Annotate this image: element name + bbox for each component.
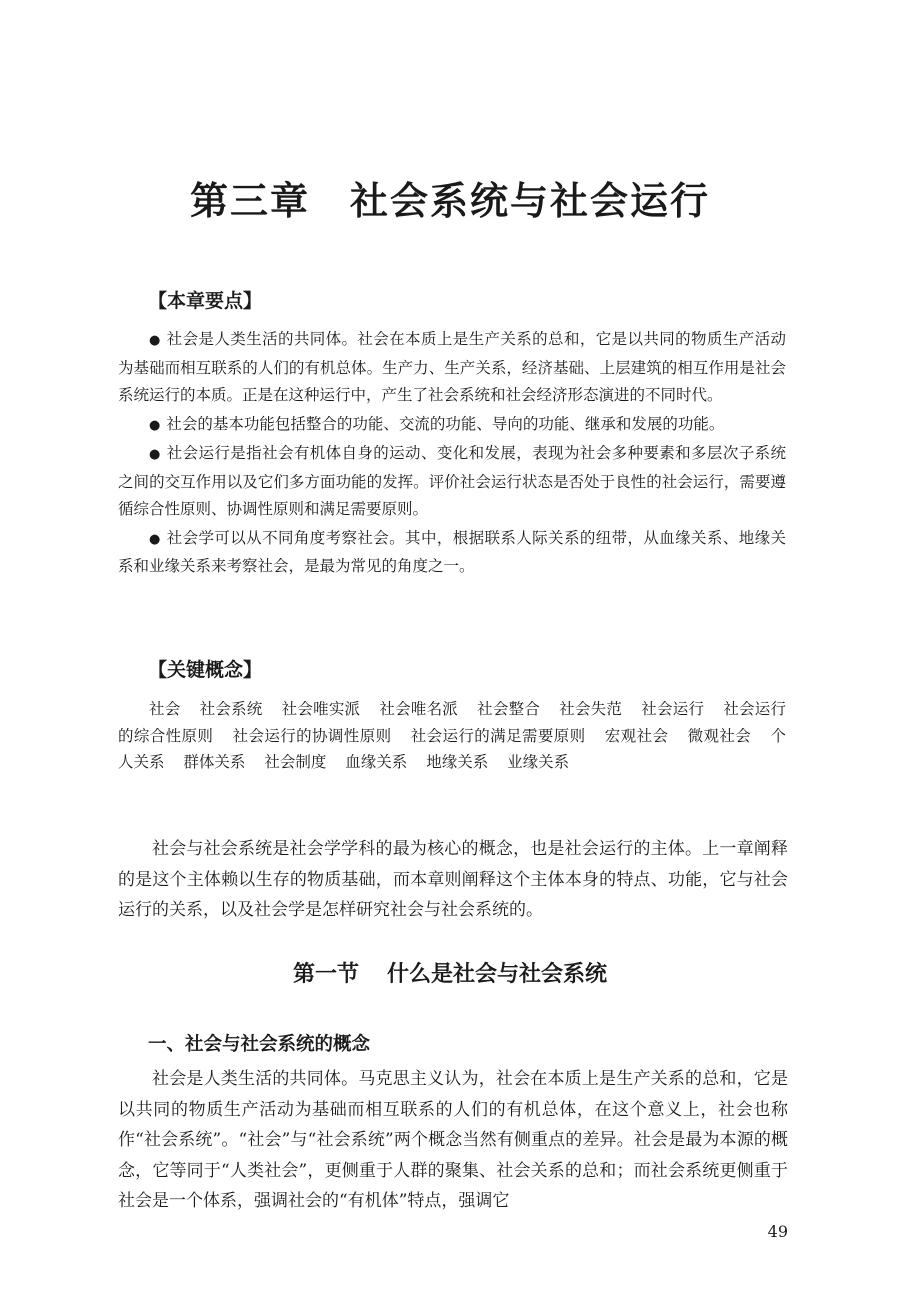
keypoint-item: ● 社会学可以从不同角度考察社会。其中，根据联系人际关系的纽带，从血缘关系、地缘关系和业缘关系来考察社会，是最为常见的角度之一。 [118,528,786,575]
body-paragraph: 社会是人类生活的共同体。马克思主义认为，社会在本质上是生产关系的总和，它是以共同的物质生产活动为基础而相互联系的人们的有机总体，在这个意义上，社会也称作“社会系统”。“社会”与“社会系统”两个概念当然有侧重点的差异。社会是最为本源的概念，它等同于“人类社会”，更侧重于人群的聚集、社会关系的总和；而社会系统更侧重于社会是一个体系，强调社会的“有机体”特点，强调它 [118,1069,788,1211]
page-number: 49 [767,1222,788,1241]
chapter-name: 社会系统与社会运行 [350,179,711,223]
subsection-title: 一、社会与社会系统的概念 [148,1034,371,1055]
bullet-icon: ● [149,447,161,462]
keypoints-list [118,326,786,582]
keypoint-item: ● 社会是人类生活的共同体。社会在本质上是生产关系的总和，它是以共同的物质生产活动为基础而相互联系的人们的有机总体。生产力、生产关系，经济基础、上层建筑的相互作用是社会系统运行的本质。正是在这种运行中，产生了社会系统和社会经济形态演进的不同时代。 [118,330,786,404]
keypoint-item: ● 社会的基本功能包括整合的功能、交流的功能、导向的功能、继承和发展的功能。 [149,414,725,433]
section-name: 什么是社会与社会系统 [387,962,608,987]
bullet-icon: ● [149,417,161,433]
chapter-number: 第三章 [189,179,310,223]
keypoints-heading: 【本章要点】 [148,290,263,312]
intro-paragraph: 社会与社会系统是社会学学科的最为核心的概念，也是社会运行的主体。上一章阐释的是这个主体赖以生存的物质基础，而本章则阐释这个主体本身的特点、功能，它与社会运行的关系，以及社会学是怎样研究社会与社会系统的。 [118,839,788,920]
section-title [0,957,900,988]
chapter-title [0,170,900,225]
section-number: 第一节 [292,962,359,987]
concepts-list: 社会 社会系统 社会唯实派 社会唯名派 社会整合 社会失范 社会运行 社会运行的综合性原则 社会运行的协调性原则 社会运行的满足需要原则 宏观社会 微观社会 个人关系 群体关系 社会制度 血缘关系 地缘关系 业缘关系 [118,700,786,771]
bullet-icon: ● [149,531,161,547]
concepts-heading: 【关键概念】 [148,659,263,681]
keypoint-item: ● 社会运行是指社会有机体自身的运动、变化和发展，表现为社会多种要素和多层次子系统之间的交互作用以及它们多方面功能的发挥。评价社会运行状态是否处于良性的社会运行，需要遵循综合性原则、协调性原则和满足需要原则。 [118,444,786,518]
bullet-icon: ● [149,333,161,348]
